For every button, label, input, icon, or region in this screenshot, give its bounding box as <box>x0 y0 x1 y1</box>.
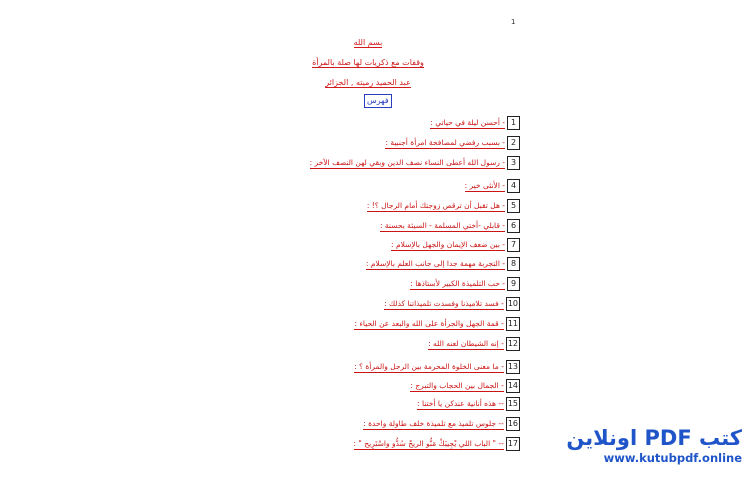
toc-entry[interactable] <box>354 360 520 374</box>
toc-entry-link[interactable]: - فسد تلاميذنا وفسدت تلميذاتنا كذلك : <box>384 298 504 308</box>
toc-entry[interactable] <box>354 437 520 451</box>
toc-entry-link[interactable]: - هل تقبل أن ترقص زوجتك أمام الرجال ؟! : <box>366 200 505 210</box>
toc-entry[interactable] <box>430 116 520 130</box>
toc-entry-number: 5 <box>507 199 520 213</box>
toc-entry[interactable] <box>410 379 520 393</box>
toc-entry-link[interactable]: - الجمال بين الحجاب والتبرج : <box>410 380 504 390</box>
toc-entry-number: 9 <box>507 277 520 291</box>
toc-entry-link[interactable]: - إنه الشيطان لعنه الله : <box>428 338 504 348</box>
toc-entry[interactable] <box>366 257 520 271</box>
toc-entry-number: 16 <box>506 417 520 431</box>
toc-entry[interactable] <box>367 199 520 213</box>
toc-link[interactable]: فهرس <box>364 94 392 108</box>
toc-entry-link[interactable]: - الأنثى خير : <box>464 180 505 190</box>
toc-entry-number: 13 <box>506 360 520 374</box>
toc-entry-link[interactable]: -- هذه أنانية عندكن يا أختنا : <box>417 398 504 408</box>
toc-entry[interactable] <box>363 417 520 431</box>
toc-entry-number: 2 <box>507 136 520 150</box>
toc-entry-number: 15 <box>506 397 520 411</box>
toc-entry[interactable] <box>410 277 520 291</box>
toc-entry-number: 14 <box>506 379 520 393</box>
watermark-title: كتب PDF اونلاين <box>566 426 742 450</box>
page-number: 1 <box>511 18 516 26</box>
toc-list <box>300 112 520 457</box>
toc-entry-link[interactable]: - أحسن ليلة في حياتي : <box>430 117 505 127</box>
toc-entry-number: 6 <box>507 219 520 233</box>
toc-entry-link[interactable]: - رسول الله أعطى النساء نصف الدين وبقي لهن النصف الآخر : <box>309 157 505 167</box>
toc-entry[interactable] <box>310 156 520 170</box>
author-line: عبد الحميد رميته , الجزائر <box>325 78 411 87</box>
toc-entry-number: 3 <box>507 156 520 170</box>
toc-entry[interactable] <box>385 136 520 150</box>
toc-entry-number: 10 <box>506 297 520 311</box>
toc-entry-link[interactable]: -- جلوس تلميذ مع تلميذة خلف طاولة واحدة : <box>363 418 504 428</box>
basmala: بسم الله <box>353 38 383 47</box>
toc-entry[interactable] <box>465 179 520 193</box>
toc-entry-link[interactable]: - بسبب رفضي لمصافحة امرأة أجنبية : <box>385 137 505 147</box>
toc-entry[interactable] <box>354 317 520 331</box>
toc-entry-number: 17 <box>506 437 520 451</box>
toc-entry[interactable] <box>384 297 520 311</box>
toc-entry-link[interactable]: - بين ضعف الإيمان والجهل بالإسلام : <box>391 239 505 249</box>
book-title: وقفات مع ذكريات لها صلة بالمرأة <box>312 58 424 67</box>
toc-entry[interactable] <box>417 397 520 411</box>
toc-entry-number: 8 <box>507 257 520 271</box>
watermark-url: www.kutubpdf.online <box>603 451 742 465</box>
toc-entry[interactable] <box>428 337 520 351</box>
toc-entry-link[interactable]: -- " الباب اللي يْجِيبَكْ مَنُّو الريحْ سُدُّو واسْتَرِيح " : <box>353 438 504 448</box>
toc-entry-link[interactable]: - التجربة مهمة جدا إلى جانب العلم بالإسلام : <box>365 258 505 268</box>
toc-entry-number: 1 <box>507 116 520 130</box>
toc-entry-number: 7 <box>507 238 520 252</box>
toc-entry-number: 4 <box>507 179 520 193</box>
toc-entry-number: 11 <box>506 317 520 331</box>
site-watermark <box>566 425 742 465</box>
toc-entry-link[interactable]: - حب التلميذة الكبير لأستاذها : <box>410 278 505 288</box>
toc-entry-link[interactable]: - قمة الجهل والجرأة على الله والبعد عن الحياء : <box>354 318 504 328</box>
toc-entry-link[interactable]: - قابلي -أختي المسلمة - السيئة بحسنة : <box>379 220 505 230</box>
toc-entry[interactable] <box>391 238 520 252</box>
toc-entry[interactable] <box>380 219 520 233</box>
toc-entry-link[interactable]: - ما معنى الخلوة المحرمة بين الرجل والمرأة ؟ : <box>354 361 504 371</box>
toc-entry-number: 12 <box>506 337 520 351</box>
